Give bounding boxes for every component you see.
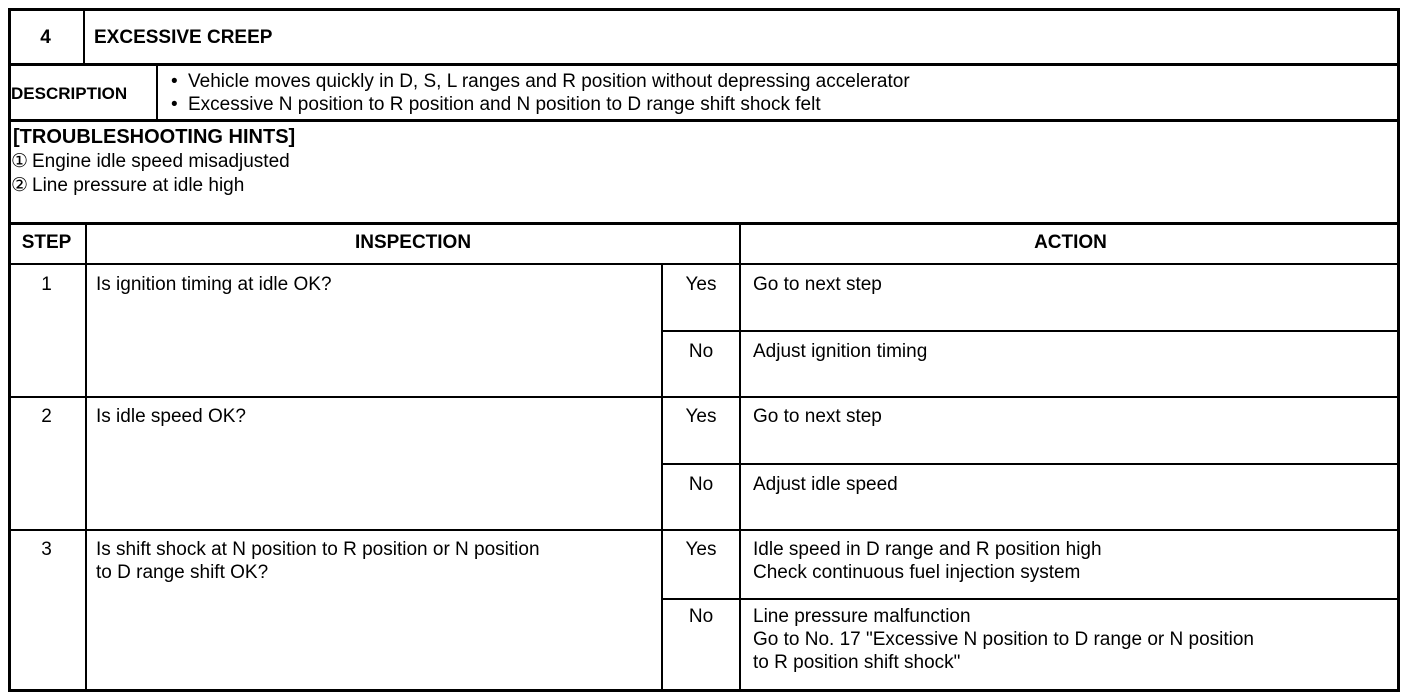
step-1-number: 1 (41, 274, 52, 295)
step-2-no-label: No (688, 474, 714, 495)
rule-under-description (8, 119, 1400, 122)
troubleshooting-sheet (8, 8, 1400, 692)
step-2-inspection: Is idle speed OK? (96, 406, 246, 427)
step-1-no-label: No (688, 341, 714, 362)
step-3-number: 3 (41, 539, 52, 560)
step-2-no-action: Adjust idle speed (753, 474, 898, 495)
column-header-step: STEP (21, 232, 72, 253)
section-number: 4 (40, 27, 51, 48)
step-2-yes-label: Yes (685, 406, 717, 427)
step-3-inspection-line-1: Is shift shock at N position to R position or N position (96, 539, 540, 560)
rule-step1-yes-no (661, 330, 1400, 332)
rule-under-hints (8, 222, 1400, 225)
description-bullet-2: • (171, 94, 178, 115)
hint-text-1: Engine idle speed misadjusted (32, 151, 290, 172)
rule-description-label (156, 64, 158, 120)
step-3-yes-action-line-2: Check continuous fuel injection system (753, 562, 1081, 583)
step-3-yes-action-line-1: Idle speed in D range and R position high (753, 539, 1102, 560)
step-3-no-action-line-3: to R position shift shock" (753, 652, 961, 673)
description-label: DESCRIPTION (11, 84, 128, 103)
hint-marker-1: ① (11, 151, 29, 172)
description-item-1: Vehicle moves quickly in D, S, L ranges and R position without depressing accelerator (188, 71, 910, 92)
rule-under-table-header (8, 263, 1400, 265)
rule-step-column (85, 223, 87, 692)
rule-step3-yes-no (661, 598, 1400, 600)
step-1-no-action: Adjust ignition timing (753, 341, 928, 362)
step-3-no-action-line-2: Go to No. 17 "Excessive N position to D range or N position (753, 629, 1254, 650)
rule-after-step2 (8, 529, 1400, 531)
rule-header-number (83, 8, 85, 64)
step-2-yes-action: Go to next step (753, 406, 882, 427)
column-header-inspection: INSPECTION (354, 232, 472, 253)
step-3-inspection-line-2: to D range shift OK? (96, 562, 269, 583)
description-item-2: Excessive N position to R position and N position to D range shift shock felt (188, 94, 821, 115)
rule-yesno-action (739, 223, 741, 692)
step-1-yes-label: Yes (685, 274, 717, 295)
section-title: EXCESSIVE CREEP (94, 27, 273, 48)
rule-under-header (8, 63, 1400, 66)
description-bullet-1: • (171, 71, 178, 92)
hints-title: [TROUBLESHOOTING HINTS] (13, 126, 296, 148)
hint-marker-2: ② (11, 175, 29, 196)
step-3-yes-label: Yes (685, 539, 717, 560)
column-header-action: ACTION (1034, 232, 1107, 253)
rule-step2-yes-no (661, 463, 1400, 465)
hint-text-2: Line pressure at idle high (32, 175, 245, 196)
step-1-yes-action: Go to next step (753, 274, 882, 295)
step-3-no-action-line-1: Line pressure malfunction (753, 606, 971, 627)
rule-after-step1 (8, 396, 1400, 398)
step-2-number: 2 (41, 406, 52, 427)
step-3-no-label: No (688, 606, 714, 627)
step-1-inspection: Is ignition timing at idle OK? (96, 274, 332, 295)
